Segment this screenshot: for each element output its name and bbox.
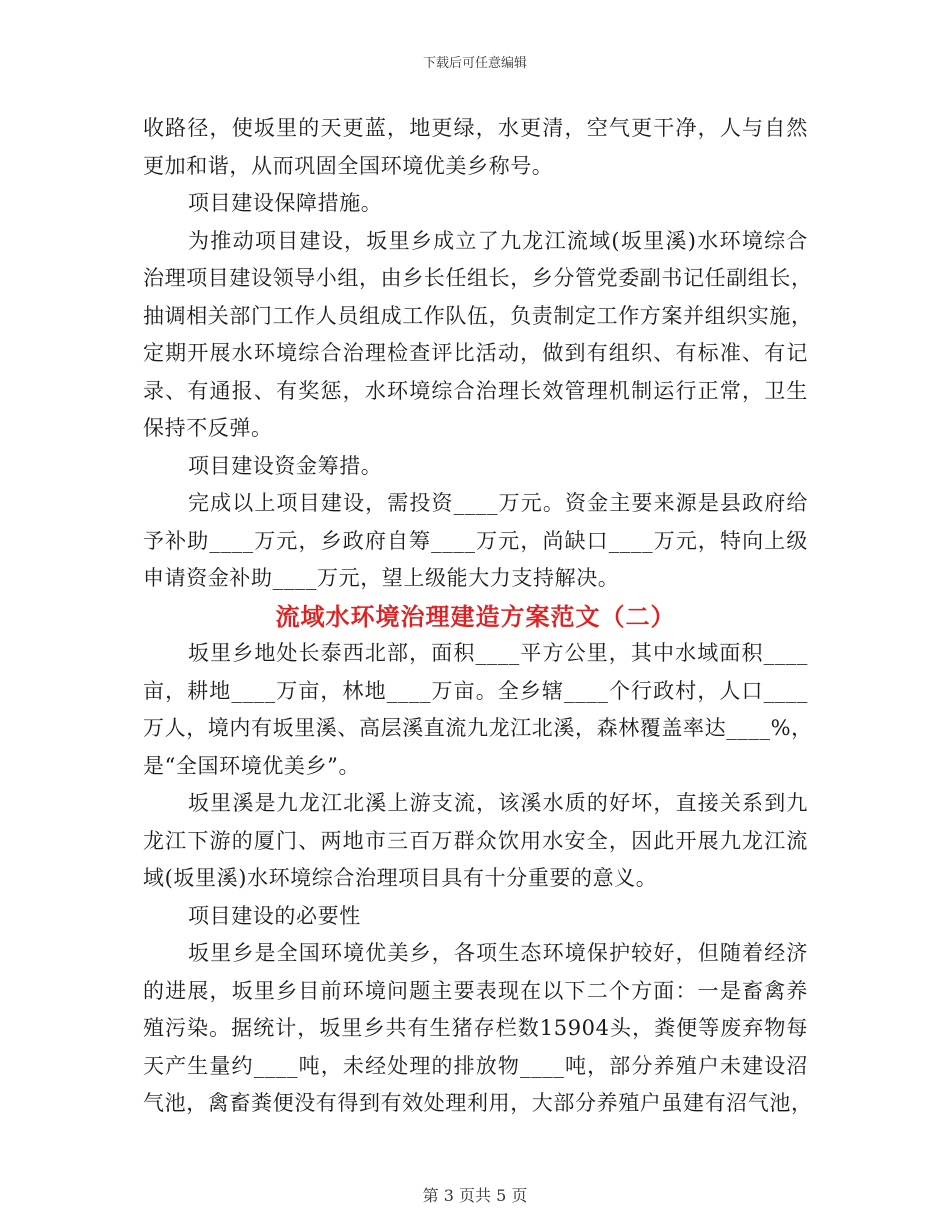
text-line: 的进展，坂里乡目前环境问题主要表现在以下二个方面：一是畜禽养 (143, 978, 808, 1003)
text-line: 坂里溪是九龙江北溪上游支流，该溪水质的好坏，直接关系到九 (188, 791, 808, 815)
page-header: 下载后可任意编辑 (422, 56, 527, 71)
paragraph (143, 223, 813, 448)
text-line: 予补助____万元，乡政府自筹____万元，尚缺口____万元，特向上级 (143, 528, 808, 553)
document-body (143, 110, 813, 1123)
text-line: 殖污染。据统计，坂里乡共有生猪存栏数15904头，粪便等废弃物每 (143, 1016, 808, 1040)
text-line: 是“全国环境优美乡”。 (143, 753, 361, 778)
text-line: 为推动项目建设，坂里乡成立了九龙江流域(坂里溪)水环境综合 (188, 228, 808, 253)
text-line: 龙江下游的厦门、两地市三百万群众饮用水安全，因此开展九龙江流 (143, 828, 808, 853)
text-line: 定期开展水环境综合治理检查评比活动，做到有组织、有标准、有记 (143, 341, 808, 365)
paragraph (143, 898, 808, 936)
text-line: 天产生量约____吨，未经处理的排放物____吨，部分养殖户未建设沼 (143, 1053, 808, 1078)
text-line: 收路径，使坂里的天更蓝，地更绿，水更清，空气更干净，人与自然 (143, 116, 808, 140)
paragraph (143, 785, 808, 898)
page-footer: 第 3 页共 5 页 (422, 1186, 528, 1205)
paragraph (143, 635, 813, 785)
text-line: 万人，境内有坂里溪、高层溪直流九龙江北溪，森林覆盖率达____%， (143, 716, 813, 740)
text-line: 气池，禽畜粪便没有得到有效处理利用，大部分养殖户虽建有沼气池， (143, 1091, 813, 1115)
text-line: 保持不反弹。 (143, 416, 273, 440)
text-line: 项目建设保障措施。 (188, 191, 383, 215)
text-line: 申请资金补助____万元，望上级能大力支持解决。 (143, 566, 620, 590)
paragraph (143, 935, 813, 1123)
text-line: 录、有通报、有奖惩，水环境综合治理长效管理机制运行正常，卫生 (143, 378, 808, 403)
paragraph (143, 485, 808, 598)
text-line: 域(坂里溪)水环境综合治理项目具有十分重要的意义。 (143, 866, 658, 890)
text-line: 更加和谐，从而巩固全国环境优美乡称号。 (143, 153, 554, 178)
text-line: 项目建设的必要性 (188, 903, 361, 928)
section-heading: 流域水环境治理建造方案范文（二） (275, 601, 676, 631)
paragraph (143, 185, 808, 223)
text-line: 治理项目建设领导小组，由乡长任组长，乡分管党委副书记任副组长， (143, 266, 813, 290)
text-line: 完成以上项目建设，需投资____万元。资金主要来源是县政府给 (188, 491, 808, 515)
text-line: 坂里乡是全国环境优美乡，各项生态环境保护较好，但随着经济 (188, 941, 808, 965)
paragraph (143, 448, 808, 486)
text-line: 坂里乡地处长泰西北部，面积____平方公里，其中水域面积____ (188, 641, 808, 665)
text-line: 项目建设资金筹措。 (188, 453, 383, 478)
text-line: 亩，耕地____万亩，林地____万亩。全乡辖____个行政村，人口____ (143, 678, 808, 703)
text-line: 抽调相关部门工作人员组成工作队伍，负责制定工作方案并组织实施， (143, 303, 813, 328)
paragraph (143, 110, 808, 185)
